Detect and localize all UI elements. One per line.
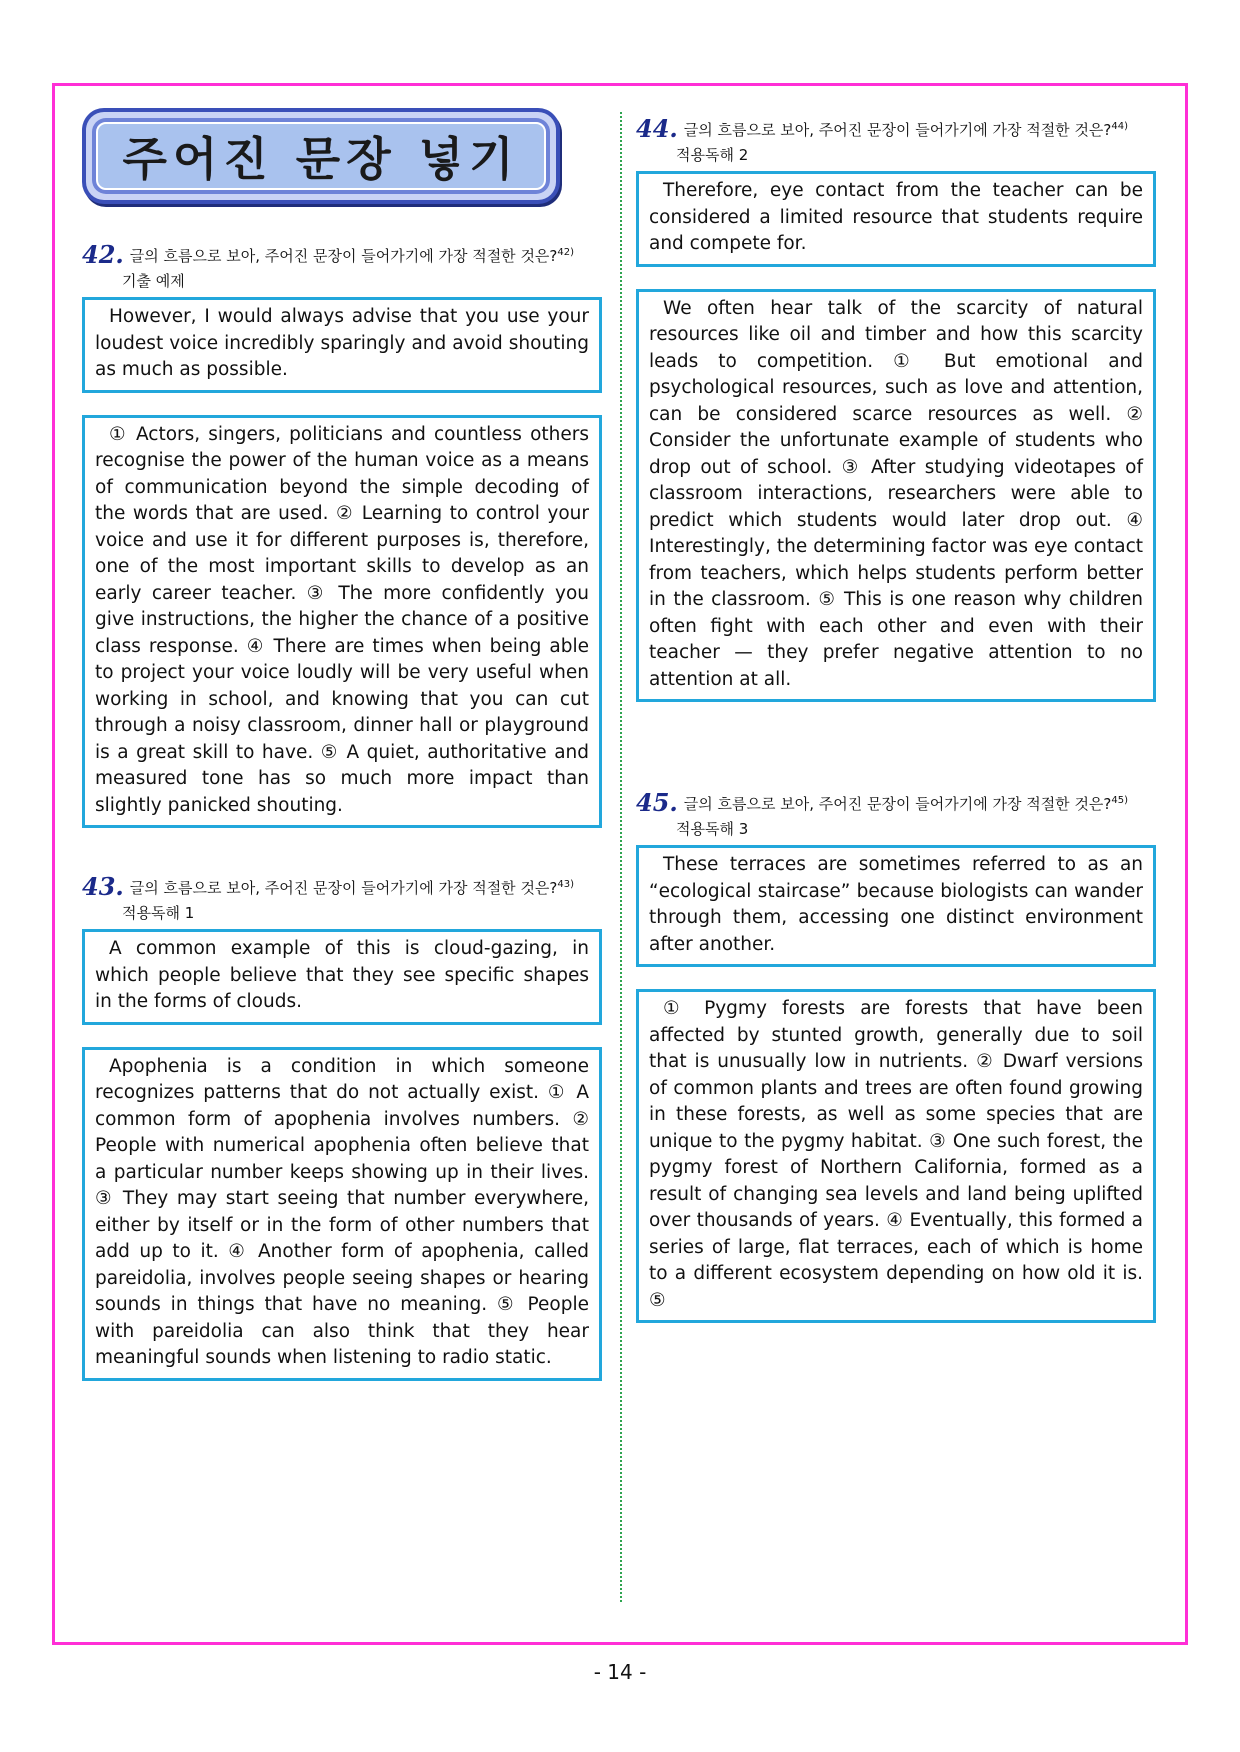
- footnote-marker: 45): [1111, 795, 1129, 806]
- footnote-marker: 44): [1111, 121, 1129, 132]
- right-column: [636, 116, 1156, 1323]
- section-title-badge: [82, 108, 560, 204]
- passage-box: Apophenia is a condition in which someone recognizes patterns that do not actually exist. ① A common form of apophenia involves numbers. ② People with numerical apophenia often believe that a particular number keeps showing up in their lives. ③ They may start seeing that number everywhere, either by itself or in the form of other numbers that add up to it. ④ Another form of apophenia, called pareidolia, involves people seeing shapes or hearing sounds in things that have no meaning. ⑤ People with pareidolia can also think that they hear meaningful sounds when listening to radio static.: [82, 1047, 602, 1381]
- passage-box: ① Actors, singers, politicians and countless others recognise the power of the human voice as a means of communication beyond the simple decoding of the words that are used. ② Learning to control your voice and use it for different purposes is, therefore, one of the most important skills to develop as an early career teacher. ③ The more confidently you give instructions, the higher the chance of a positive class response. ④ There are times when being able to project your voice loudly will be very useful when working in school, and knowing that you can cut through a noisy classroom, dinner hall or playground is a great skill to have. ⑤ A quiet, authoritative and measured tone has so much more impact than slightly panicked shouting.: [82, 415, 602, 829]
- given-sentence-box: These terraces are sometimes referred to as an “ecological staircase” because biologists can wander through them, accessing one distinct environment after another.: [636, 845, 1156, 967]
- given-sentence-box: A common example of this is cloud-gazing, in which people believe that they see specific shapes in the forms of clouds.: [82, 929, 602, 1025]
- left-column: [82, 108, 602, 1381]
- page-number: - 14 -: [593, 1660, 647, 1684]
- given-sentence-box: However, I would always advise that you use your loudest voice incredibly sparingly and avoid shouting as much as possible.: [82, 297, 602, 393]
- question-subtitle: 기출 예제: [122, 272, 185, 290]
- question-prompt: 글의 흐름으로 보아, 주어진 문장이 들어가기에 가장 적절한 것은?: [683, 121, 1112, 139]
- question-subtitle: 적용독해 2: [676, 146, 749, 164]
- question-44: [636, 116, 1156, 702]
- question-subtitle: 적용독해 1: [122, 904, 195, 922]
- question-prompt: 글의 흐름으로 보아, 주어진 문장이 들어가기에 가장 적절한 것은?: [683, 795, 1112, 813]
- section-title: 주어진 문장 넣기: [96, 122, 546, 190]
- question-prompt: 글의 흐름으로 보아, 주어진 문장이 들어가기에 가장 적절한 것은?: [129, 247, 558, 265]
- question-number: 45.: [636, 788, 678, 817]
- question-number: 44.: [636, 114, 678, 143]
- passage-box: ① Pygmy forests are forests that have been affected by stunted growth, generally due to soil that is unusually low in nutrients. ② Dwarf versions of common plants and trees are often found growing in these forests, as well as some species that are unique to the pygmy habitat. ③ One such forest, the pygmy forest of Northern California, formed as a result of changing sea levels and land being uplifted over thousands of years. ④ Eventually, this formed a series of large, flat terraces, each of which is home to a different ecosystem depending on how old it is. ⑤: [636, 989, 1156, 1323]
- question-42: [82, 242, 602, 828]
- given-sentence-box: Therefore, eye contact from the teacher can be considered a limited resource that students require and compete for.: [636, 171, 1156, 267]
- question-subtitle: 적용독해 3: [676, 820, 749, 838]
- question-number: 42.: [82, 240, 124, 269]
- question-prompt: 글의 흐름으로 보아, 주어진 문장이 들어가기에 가장 적절한 것은?: [129, 879, 558, 897]
- column-divider: [620, 112, 622, 1602]
- footnote-marker: 42): [557, 247, 575, 258]
- passage-box: We often hear talk of the scarcity of natural resources like oil and timber and how this scarcity leads to competition. ① But emotional and psychological resources, such as love and attention, can be considered scarce resources as well. ② Consider the unfortunate example of students who drop out of school. ③ After studying videotapes of classroom interactions, researchers were able to predict which students would later drop out. ④ Interestingly, the determining factor was eye contact from teachers, which helps students perform better in the classroom. ⑤ This is one reason why children often fight with each other and even with their teacher — they prefer negative attention to no attention at all.: [636, 289, 1156, 703]
- footnote-marker: 43): [557, 879, 575, 890]
- question-45: [636, 790, 1156, 1323]
- question-43: [82, 874, 602, 1381]
- question-number: 43.: [82, 872, 124, 901]
